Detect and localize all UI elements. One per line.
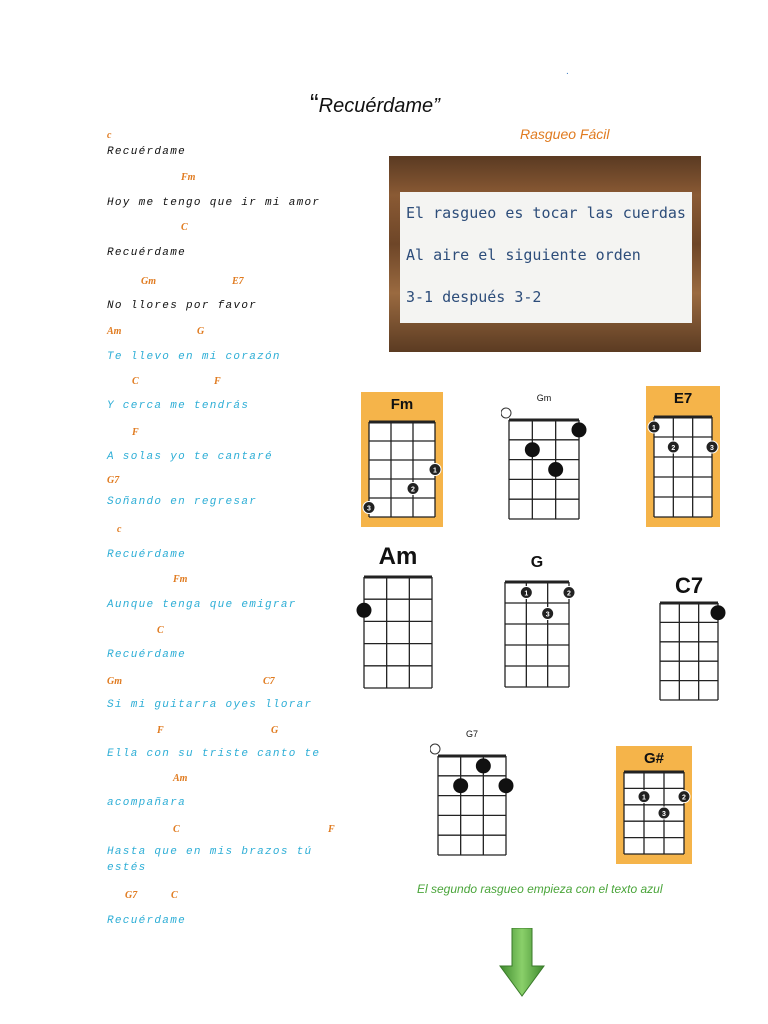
lyric-line: Recuérdame [107,146,187,158]
finger-dot [711,606,725,620]
chord-diagram-e7 [646,386,720,527]
chord-label: C [132,376,139,387]
chord-label: c [107,130,112,141]
chord-label: C [173,824,180,835]
chord-label: F [157,725,164,736]
fretboard [616,746,692,864]
lyric-line: No llores por favor [107,300,258,312]
finger-dot [357,603,371,617]
chord-label: C [157,625,164,636]
finger-number: 3 [662,811,666,818]
chord-label: Fm [173,574,188,585]
chord-label: F [132,427,139,438]
finger-number: 1 [652,425,656,432]
title-close-quote: ” [433,95,440,117]
chord-label: Fm [181,172,196,183]
finger-number: 2 [671,445,676,452]
chord-label: G7 [107,475,120,486]
chord-diagram-gm [501,389,587,529]
fretboard-bg [624,772,684,854]
chord-label: Am [173,773,188,784]
chord-diagram-g7 [430,725,514,865]
finger-dot [499,779,513,793]
finger-number: 3 [545,611,550,619]
finger-dot [525,443,539,457]
chord-label: G [197,326,205,337]
chord-label: Gm [107,676,122,687]
finger-number: 2 [411,486,415,494]
finger-number: 2 [567,590,571,598]
lyric-line: Recuérdame [107,247,187,259]
finger-number: 2 [682,794,686,802]
finger-number: 3 [367,505,371,513]
chord-label: Am [107,326,122,337]
open-string-marker [501,408,511,418]
song-title [310,88,440,119]
chord-label: G7 [125,890,138,901]
title-open-quote: “ [310,88,319,118]
title-text: Recuérdame [318,95,434,117]
finger-dot [549,463,563,477]
lyric-line: estés [107,862,147,874]
chord-diagram-gsharp [616,746,692,864]
chord-name: G# [643,750,664,767]
fretboard [497,550,577,697]
lyric-line: Si mi guitarra oyes llorar [107,699,313,711]
chord-name: G7 [465,729,478,739]
lyric-line: Recuérdame [107,549,187,561]
lyric-line: Recuérdame [107,915,187,927]
lyric-line: Recuérdame [107,649,187,661]
lyric-line: Aunque tenga que emigrar [107,599,297,611]
fretboard [430,725,514,865]
lyric-line: Te llevo en mi corazón [107,351,281,363]
chord-name: C7 [674,573,704,598]
chord-label: G [271,725,279,736]
chord-label: C [181,222,188,233]
finger-number: 1 [642,794,646,802]
finger-number: 1 [433,467,437,475]
rasgueo-title: Rasgueo Fácil [520,126,610,142]
chord-label: C7 [263,676,275,687]
finger-dot [476,759,490,773]
chord-name: G [530,554,544,571]
fretboard [356,543,440,698]
bottom-note: El segundo rasgueo empieza con el texto azul [417,882,663,896]
rasgueo-instructions [400,192,692,323]
fretboard-bg [369,422,435,517]
finger-number: 1 [524,590,529,598]
chord-name: Gm [536,393,552,403]
lyric-line: acompañara [107,797,187,809]
fretboard [361,392,443,527]
rasgueo-line: 3-1 después 3-2 [406,288,542,306]
chord-diagram-c7 [652,573,726,710]
rasgueo-wood-panel [389,156,701,352]
chord-name: E7 [673,390,693,407]
rasgueo-line: El rasgueo es tocar las cuerdas [406,204,686,222]
chord-label: c [117,524,122,535]
chord-name: Fm [390,396,414,413]
fretboard-bg [654,417,712,517]
finger-number: 3 [710,445,714,452]
chord-diagram-fm [361,392,443,527]
chord-label: Gm [141,276,156,287]
lyric-line: A solas yo te cantaré [107,451,273,463]
lyric-line: Y cerca me tendrás [107,400,250,412]
fretboard [652,573,726,710]
chord-label: F [214,376,221,387]
chord-label: E7 [232,276,244,287]
dot-mark: . [566,66,569,77]
lyric-line: Hoy me tengo que ir mi amor [107,197,321,209]
finger-dot [572,423,586,437]
lyric-line: Soñando en regresar [107,496,258,508]
fretboard [501,389,587,529]
lyric-line: Hasta que en mis brazos tú [107,846,313,858]
chord-label: F [328,824,335,835]
chord-label: C [171,890,178,901]
chord-name: Am [378,543,418,570]
chord-diagram-am [356,543,440,698]
finger-dot [454,779,468,793]
down-arrow-icon [498,928,546,998]
fretboard [646,386,720,527]
open-string-marker [430,744,440,754]
chord-diagram-g [497,550,577,697]
rasgueo-line: Al aire el siguiente orden [406,246,641,264]
lyric-line: Ella con su triste canto te [107,748,321,760]
